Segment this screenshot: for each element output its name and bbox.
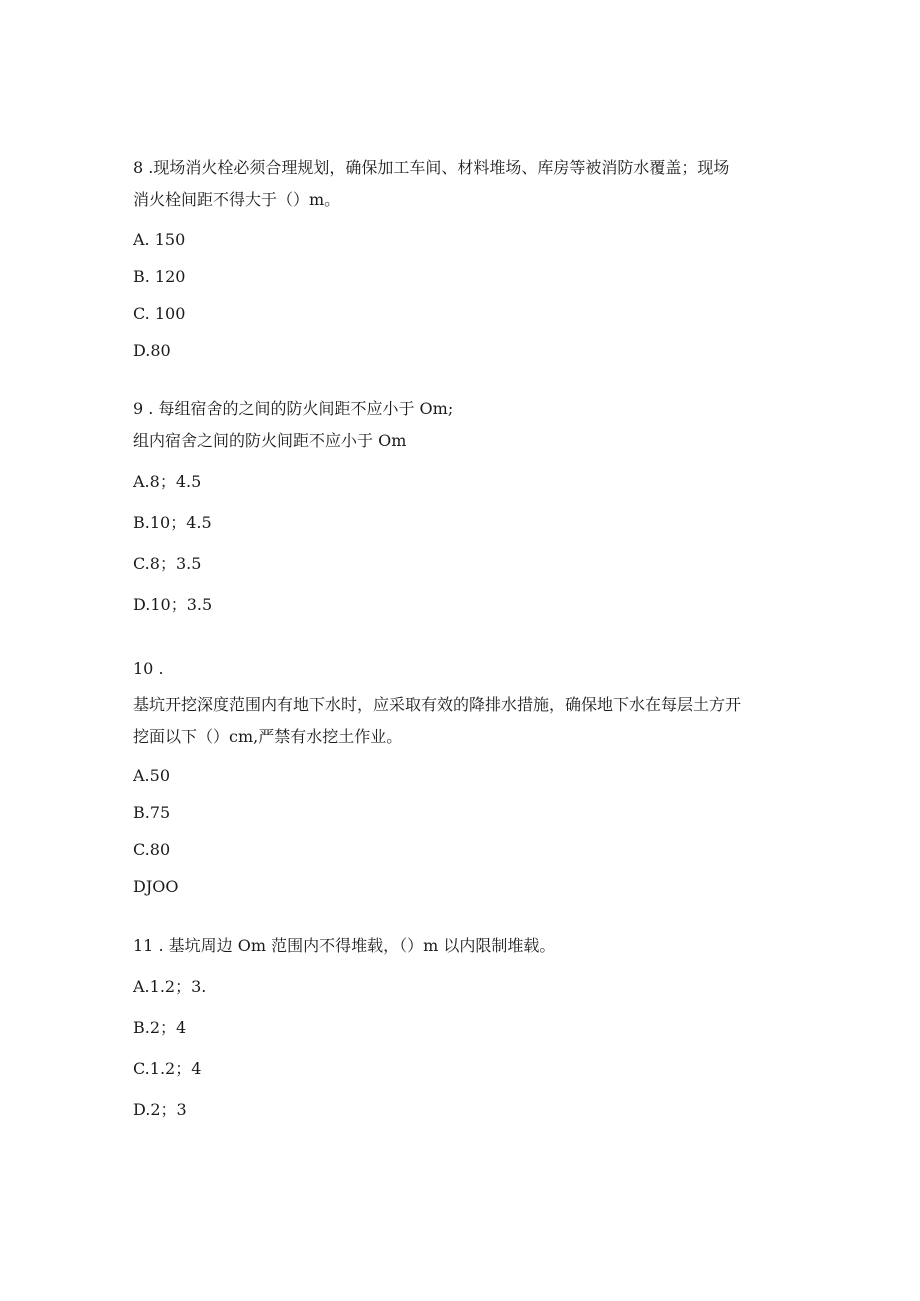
question-11-option-c: C.1.2；4 bbox=[133, 1059, 202, 1078]
question-10-option-a: A.50 bbox=[133, 766, 170, 785]
question-11-stem-line-1: 11 . 基坑周边 Om 范围内不得堆载，（）m 以内限制堆载。 bbox=[133, 936, 556, 955]
question-9-option-a: A.8；4.5 bbox=[133, 472, 202, 491]
question-10-option-b: B.75 bbox=[133, 803, 171, 822]
question-10-stem-line-1: 基坑开挖深度范围内有地下水时，应采取有效的降排水措施，确保地下水在每层土方开 bbox=[133, 695, 742, 714]
question-10-stem-line-2: 挖面以下（）cm,严禁有水挖土作业。 bbox=[133, 727, 403, 746]
question-8-stem-line-1: 8 .现场消火栓必须合理规划，确保加工车间、材料堆场、库房等被消防水覆盖；现场 bbox=[133, 158, 730, 177]
question-11-option-b: B.2；4 bbox=[133, 1018, 187, 1037]
question-8-stem-line-2: 消火栓间距不得大于（）m。 bbox=[133, 190, 341, 209]
question-11-option-a: A.1.2；3. bbox=[133, 977, 207, 996]
question-9-option-d: D.10；3.5 bbox=[133, 595, 213, 614]
question-8-option-b: B. 120 bbox=[133, 267, 186, 286]
question-8-option-c: C. 100 bbox=[133, 304, 186, 323]
question-9-stem-line-1: 9 . 每组宿舍的之间的防火间距不应小于 Om; bbox=[133, 399, 454, 418]
question-8-option-a: A. 150 bbox=[133, 230, 186, 249]
question-9-stem-line-2: 组内宿舍之间的防火间距不应小于 Om bbox=[133, 431, 407, 450]
question-11-option-d: D.2；3 bbox=[133, 1100, 187, 1119]
question-10-number: 10 . bbox=[133, 659, 164, 678]
question-10-option-c: C.80 bbox=[133, 840, 171, 859]
question-9-option-c: C.8；3.5 bbox=[133, 554, 202, 573]
question-9-option-b: B.10；4.5 bbox=[133, 513, 212, 532]
question-10-option-d: DJOO bbox=[133, 877, 179, 896]
question-8-option-d: D.80 bbox=[133, 341, 171, 360]
